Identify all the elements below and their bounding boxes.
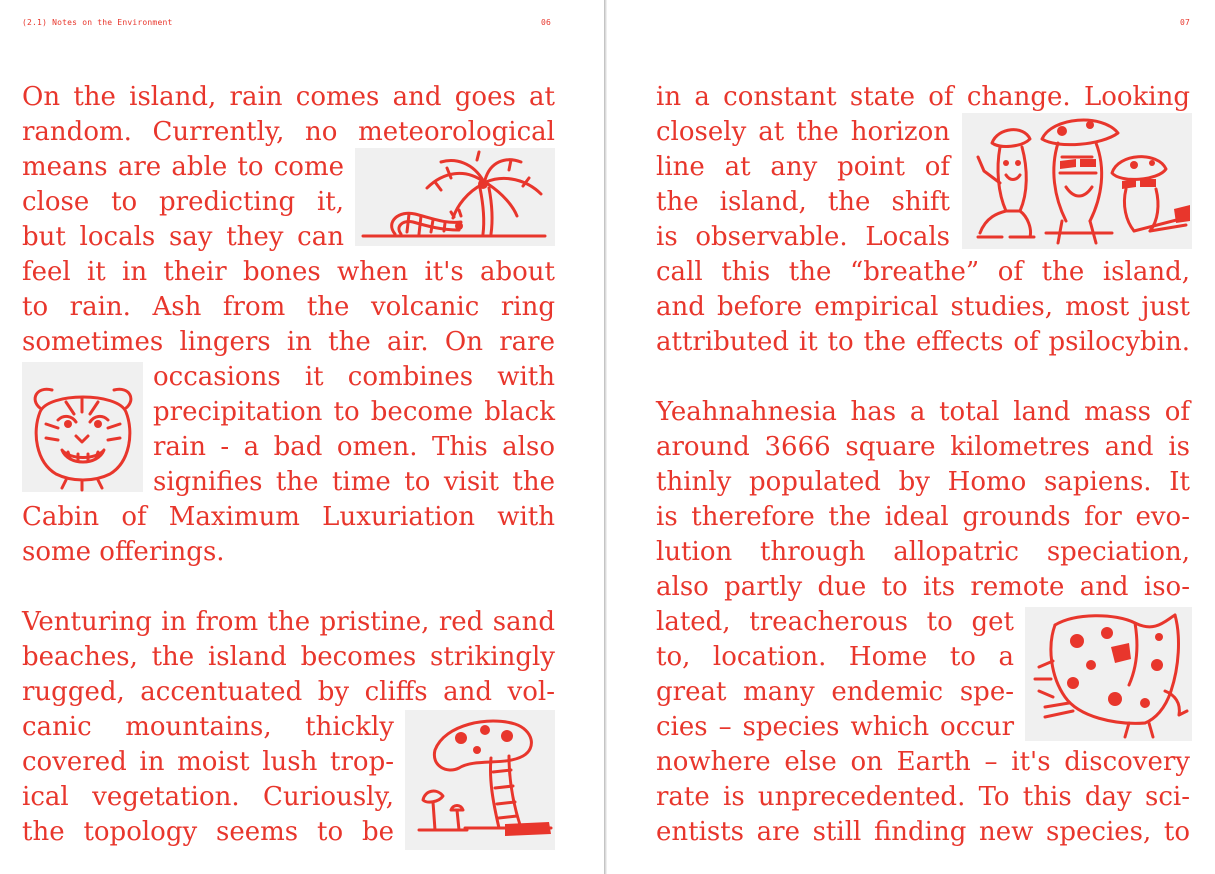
text-line: lution through allopatric speciation,: [656, 537, 1190, 567]
text-line: the topology seems to be: [22, 817, 394, 847]
text-line: rain - a bad omen. This also: [153, 432, 555, 462]
text-line: beaches, the island becomes strikingly: [22, 642, 555, 672]
left-para-1-mid: [22, 255, 555, 360]
text-line: occasions it combines with: [153, 362, 555, 392]
text-line: is therefore the ideal grounds for evo-: [656, 502, 1190, 532]
palm-tree-worm-illustration: [355, 148, 555, 246]
text-line: ical vegetation. Curiously,: [22, 782, 394, 812]
mushroom-characters-illustration: [962, 113, 1192, 249]
right-para-2-top: [656, 395, 1190, 605]
text-line: to, location. Home to a: [656, 642, 1014, 672]
page-number-right: 07: [1180, 18, 1191, 27]
tiger-face-illustration: [22, 362, 143, 492]
running-head: (2.1) Notes on the Environment: [22, 18, 173, 27]
text-line: close to predicting it,: [22, 187, 344, 217]
mushrooms-illustration: [405, 710, 555, 850]
text-line: but locals say they can: [22, 222, 344, 252]
text-line: in a constant state of change. Looking: [656, 82, 1190, 112]
text-line: cies – species which occur: [656, 712, 1014, 742]
left-para-2-top: [22, 605, 555, 710]
right-para-1-top: [656, 80, 1190, 115]
left-para-1-top: [22, 80, 555, 150]
text-line: the island, the shift: [656, 187, 950, 217]
page-number-left: 06: [541, 18, 552, 27]
text-line: closely at the horizon: [656, 117, 950, 147]
text-line: call this the “breathe” of the island,: [656, 257, 1190, 287]
left-para-2-wrap: [22, 710, 394, 850]
text-line: rate is unprecedented. To this day sci-: [656, 782, 1190, 812]
text-line: Venturing in from the pristine, red sand: [22, 607, 555, 637]
right-para-2-wrap: [656, 605, 1014, 745]
text-line: thinly populated by Homo sapiens. It: [656, 467, 1190, 497]
text-line: precipitation to become black: [153, 397, 555, 427]
left-para-1-wrap: [22, 150, 344, 255]
text-line: Cabin of Maximum Luxuriation with: [22, 502, 555, 532]
text-line: lated, treacherous to get: [656, 607, 1014, 637]
text-line: covered in moist lush trop-: [22, 747, 394, 777]
text-line: also partly due to its remote and iso-: [656, 572, 1190, 602]
text-line: some offerings.: [22, 537, 225, 567]
text-line: means are able to come: [22, 152, 344, 182]
text-line: nowhere else on Earth – it's discovery: [656, 747, 1190, 777]
left-para-1-wrap-2: [153, 360, 555, 500]
right-page: [607, 0, 1215, 874]
text-line: line at any point of: [656, 152, 950, 182]
text-line: great many endemic spe-: [656, 677, 1014, 707]
text-line: Yeahnahnesia has a total land mass of: [656, 397, 1190, 427]
text-line: is observable. Locals: [656, 222, 950, 252]
left-para-1-end: [22, 500, 555, 570]
text-line: canic mountains, thickly: [22, 712, 394, 742]
text-line: to rain. Ash from the volcanic ring: [22, 292, 555, 322]
text-line: sometimes lingers in the air. On rare: [22, 327, 555, 357]
text-line: On the island, rain comes and goes at: [22, 82, 555, 112]
right-para-1-end: [656, 255, 1190, 360]
right-para-1-wrap: [656, 115, 950, 255]
text-line: signifies the time to visit the: [153, 467, 555, 497]
spotted-creature-illustration: [1025, 607, 1192, 741]
text-line: attributed it to the effects of psilocybin.: [656, 327, 1190, 357]
text-line: entists are still finding new species, to: [656, 817, 1190, 847]
text-line: and before empirical studies, most just: [656, 292, 1190, 322]
text-line: rugged, accentuated by cliffs and vol-: [22, 677, 555, 707]
text-line: around 3666 square kilometres and is: [656, 432, 1190, 462]
left-page: [0, 0, 604, 874]
right-para-2-end: [656, 745, 1190, 850]
text-line: random. Currently, no meteorological: [22, 117, 555, 147]
text-line: feel it in their bones when it's about: [22, 257, 555, 287]
